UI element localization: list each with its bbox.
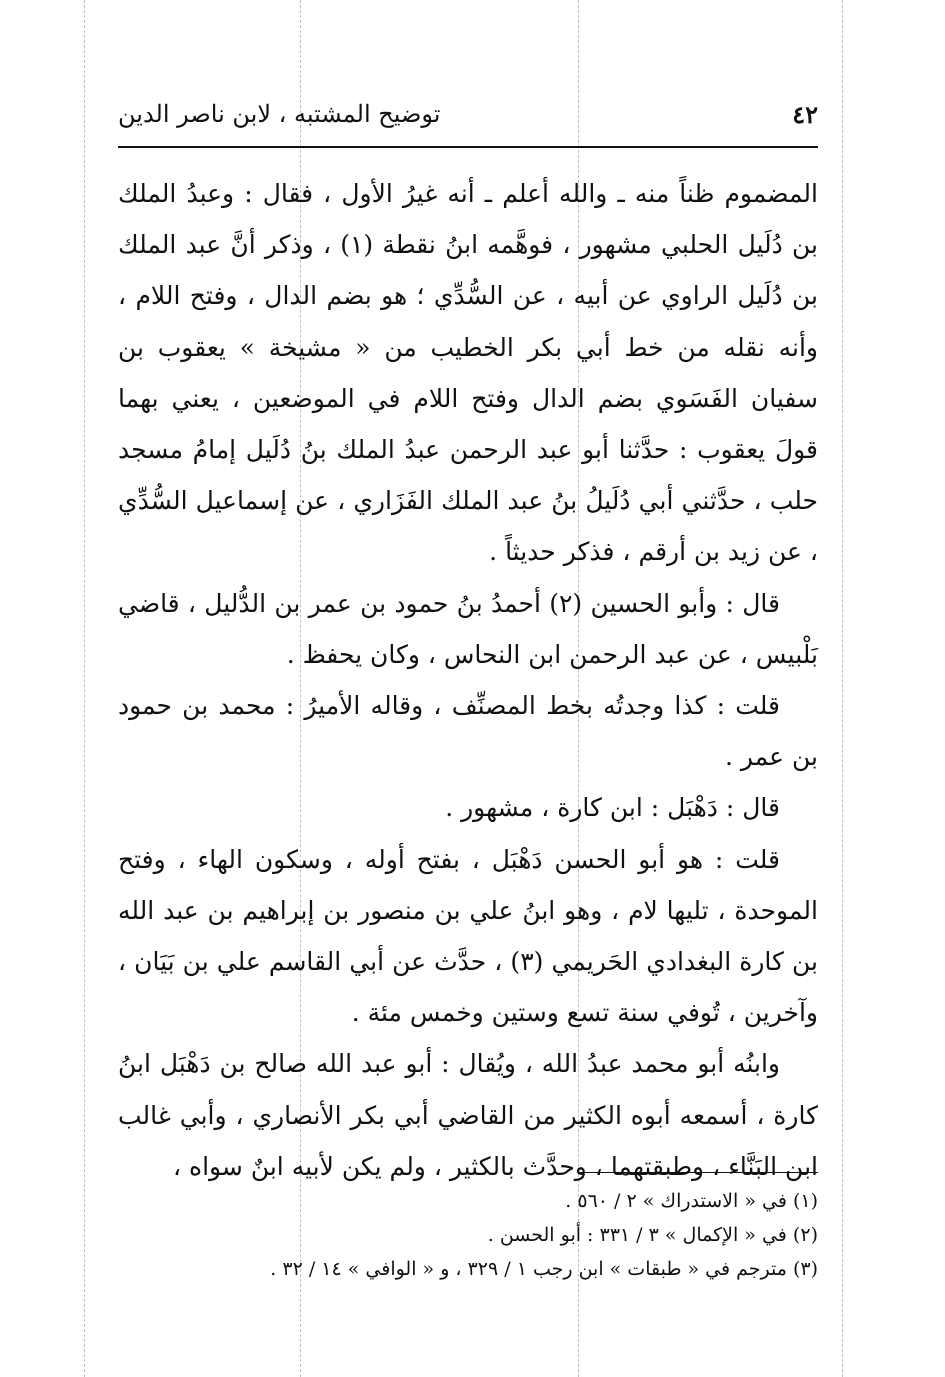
running-title: توضيح المشتبه ، لابن ناصر الدين (118, 100, 441, 128)
margin-guide-line (842, 0, 843, 1377)
footnote: (١) في « الاستدراك » ٢ / ٥٦٠ . (565, 1190, 818, 1212)
main-text (118, 168, 818, 1192)
paragraph: المضموم ظناً منه ـ والله أعلم ـ أنه غيرُ الأول ، فقال : وعبدُ الملك بن دُلَيل الحلبي مشهور ، فوهَّمه ابنُ نقطة (١) ، وذكر أنَّ عبد الملك بن دُلَيل الراوي عن أبيه ، عن السُّدِّي ؛ هو بضم الدال ، وفتح اللام ، وأنه نقله من خط أبي بكر الخطيب من « مشيخة » يعقوب بن سفيان الفَسَوي بضم الدال وفتح اللام في الموضعين ، يعني بهما قولَ يعقوب : حدَّثنا أبو عبد الرحمن عبدُ الملك بنُ دُلَيل إمامُ مسجد حلب ، حدَّثني أبي دُلَيلُ بنُ عبد الملك الفَزَاري ، عن إسماعيل السُّدِّي ، عن زيد بن أرقم ، فذكر حديثاً . (118, 179, 818, 567)
paragraph: قلت : هو أبو الحسن دَهْبَل ، بفتح أوله ، وسكون الهاء ، وفتح الموحدة ، تليها لام ، وهو ابنُ علي بن منصور بن إبراهيم بن عبد الله بن كارة البغدادي الحَريمي (٣) ، حدَّث عن أبي القاسم علي بن بَيَان ، وآخرين ، تُوفي سنة تسع وستين وخمس مئة . (118, 844, 818, 1028)
page-header (118, 100, 818, 140)
margin-guide-line (84, 0, 85, 1377)
header-rule (118, 146, 818, 148)
paragraph: قلت : كذا وجدتُه بخط المصنِّف ، وقاله الأميرُ : محمد بن حمود بن عمر . (118, 691, 818, 772)
footnote-rule (578, 1172, 818, 1173)
paragraph: قال : وأبو الحسين (٢) أحمدُ بنُ حمود بن عمر بن الدُّليل ، قاضي بَلْبيس ، عن عبد الرحمن ابن النحاس ، وكان يحفظ . (118, 588, 818, 669)
footnote: (٣) مترجم في « طبقات » ابن رجب ١ / ٣٢٩ ، و « الوافي » ١٤ / ٣٢ . (270, 1258, 818, 1280)
paragraph: وابنُه أبو محمد عبدُ الله ، ويُقال : أبو عبد الله صالح بن دَهْبَل ابنُ كارة ، أسمعه أبوه الكثير من القاضي أبي بكر الأنصاري ، وأبي غالب ابن البَنَّاء ، وطبقتهما ، وحدَّث بالكثير ، ولم يكن لأبيه ابنٌ سواه ، (118, 1049, 818, 1181)
page-number: ٤٢ (792, 100, 818, 129)
paragraph: قال : دَهْبَل : ابن كارة ، مشهور . (445, 793, 780, 823)
footnote: (٢) في « الإكمال » ٣ / ٣٣١ : أبو الحسن . (487, 1224, 818, 1246)
footnotes (118, 1184, 818, 1286)
